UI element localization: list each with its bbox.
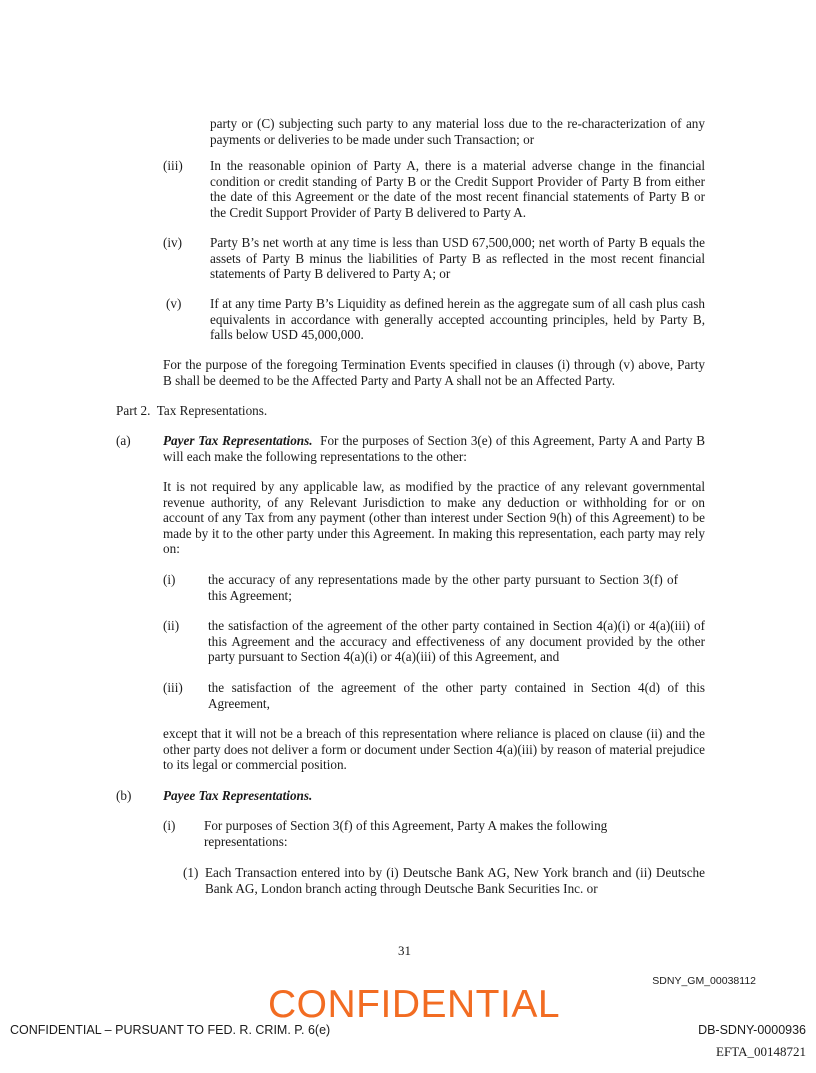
section-b-title: Payee Tax Representations: [163, 788, 310, 803]
reliance-item: [163, 618, 705, 665]
section-b-number: (b): [116, 788, 132, 803]
item-number: (iii): [163, 680, 183, 695]
footer-left: CONFIDENTIAL – PURSUANT TO FED. R. CRIM. P. 6(e): [10, 1023, 331, 1037]
clause-c-continuation: party or (C) subjecting such party to any material loss due to the re-characterization of any payments or deliveries to be made under such Transaction; or: [210, 116, 705, 147]
item-number: (v): [166, 296, 182, 311]
item-number: (ii): [163, 618, 180, 633]
item-text: If at any time Party B’s Liquidity as defined herein as the aggregate sum of all cash plus cash equivalents in accordance with generally accepted accounting principles, held by Party B, falls below USD 45,000,000.: [210, 296, 705, 343]
sub-item-number: (1): [183, 865, 199, 880]
section-a-title: Payer Tax Representations: [163, 433, 310, 448]
confidential-stamp: CONFIDENTIAL: [268, 983, 561, 1026]
section-a-number: (a): [116, 433, 131, 448]
item-text: the accuracy of any representations made by the other party pursuant to Section 3(f) of this Agreement;: [208, 572, 678, 603]
item-number: (i): [163, 572, 176, 587]
termination-item: [166, 296, 705, 343]
section-a-title-period: .: [309, 433, 313, 448]
section-a-closing: except that it will not be a breach of this representation where reliance is placed on clause (ii) and the other party does not deliver a form or document under Section 4(a)(iii) by reason of material prejudice to its legal or commercial position.: [163, 726, 705, 773]
item-text: For purposes of Section 3(f) of this Agreement, Party A makes the following representations:: [204, 818, 608, 849]
item-number: (i): [163, 818, 176, 833]
reliance-item: [163, 680, 705, 711]
payee-item: [163, 818, 705, 849]
item-text: Party B’s net worth at any time is less than USD 67,500,000; net worth of Party B equals the assets of Party B minus the liabilities of Party B as reflected in the most recent financial statements of Party B delivered to Party A; or: [210, 235, 705, 282]
footer-right: DB-SDNY-0000936: [698, 1023, 806, 1037]
payee-sub-item: [183, 865, 705, 896]
section-a-intro-text: For the purposes of Section 3(e) of this Agreement, Party A and Party B will each make the following representations to the other:: [163, 433, 706, 464]
termination-item: [163, 235, 705, 282]
item-text: In the reasonable opinion of Party A, there is a material adverse change in the financial condition or credit standing of Party B or the Credit Support Provider of Party B from either the date of this Agreement or the date of the most recent financial statements of Party B or the Credit Support Provider of Party B delivered to Party A.: [210, 158, 705, 220]
section-b-title-period: .: [309, 788, 313, 803]
efta-number: EFTA_00148721: [716, 1044, 806, 1059]
item-number: (iii): [163, 158, 183, 173]
sub-item-text: Each Transaction entered into by (i) Deutsche Bank AG, New York branch and (ii) Deutsche Bank AG, London branch acting through Deutsche Bank Securities Inc. or: [205, 865, 705, 896]
section-a-intro: [163, 433, 705, 464]
page-number: 31: [398, 943, 411, 958]
item-text: the satisfaction of the agreement of the other party contained in Section 4(d) of this Agreement,: [208, 680, 705, 711]
reliance-item: [163, 572, 705, 603]
section-a-body: It is not required by any applicable law, as modified by the practice of any relevant governmental revenue authority, of any Relevant Jurisdiction to make any deduction or withholding for or on account of any Tax from any payment (other than interest under Section 9(h) of this Agreement) to be made by it to the other party under this Agreement. In making this representation, each party may rely on:: [163, 479, 705, 557]
part2-heading: Part 2. Tax Representations.: [116, 403, 268, 418]
section-b-heading: [163, 788, 312, 804]
item-number: (iv): [163, 235, 183, 250]
termination-item: [163, 158, 705, 220]
affected-party-paragraph: For the purpose of the foregoing Termination Events specified in clauses (i) through (v) above, Party B shall be deemed to be the Affected Party and Party A shall not be an Affected Party.: [163, 357, 705, 388]
bates-sdny-gm: SDNY_GM_00038112: [652, 975, 756, 987]
item-text: the satisfaction of the agreement of the other party contained in Section 4(a)(i) or 4(a)(iii) of this Agreement and the accuracy and effectiveness of any document provided by the other party pursuant to Section 4(a)(i) or 4(a)(iii) of this Agreement, and: [208, 618, 705, 665]
